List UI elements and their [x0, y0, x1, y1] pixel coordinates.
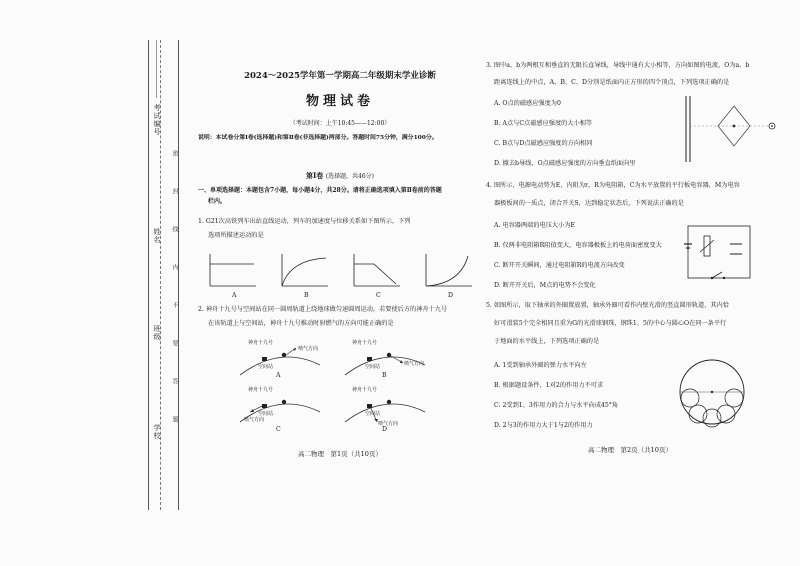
q2-gas-label-c: 喷气方向: [244, 417, 265, 423]
q1-option-c[interactable]: C: [376, 292, 381, 299]
q3-option-c[interactable]: C. B点与D点磁感应强度的方向相同: [494, 140, 593, 147]
q2-option-c[interactable]: C: [276, 426, 281, 433]
q5-bearing-diagram: [676, 358, 756, 438]
q4-option-c[interactable]: C. 断开开关瞬间，通过电阻箱R的电流方向改变: [494, 262, 625, 269]
q1-graph-d: [426, 254, 472, 286]
q3-stem-line1: 3. 图中a、b为两根互相垂直的无限长直导线，导线中通有大小相等，方向如图的电流，O为a、b: [486, 62, 750, 69]
q3-option-b[interactable]: B. A点与C点磁感应强度的大小相等: [494, 120, 593, 127]
footer-page-1: 高二物理 第1页（共10页）: [298, 450, 382, 458]
q2-gas-label-b: 喷气方向: [404, 361, 425, 367]
seal-char: 密: [171, 150, 178, 156]
seal-char: 内: [171, 264, 178, 270]
seal-char: 答: [171, 378, 178, 384]
q3-stem-line2: 距离连线上的中点，A、B、C、D分别是纸面内正方形的四个顶点，下列选项正确的是: [494, 79, 730, 86]
q2-gas-label-a: 喷气方向: [298, 346, 319, 352]
q1-option-a[interactable]: A: [232, 292, 237, 299]
q2-station-label-b: 空间站: [365, 364, 381, 370]
q2-craft-label-a: 神舟十九号: [248, 340, 274, 346]
q1-stem-line2: 选项所描述运动的是: [208, 232, 264, 239]
q4-option-a[interactable]: A. 电容器两端的电压大小为E: [494, 222, 575, 229]
q2-stem-line2: 在该轨道上与空间站，神舟十九号推动时射燃气的方向可能正确的是: [208, 320, 394, 327]
q2-stem-line1: 2. 神舟十九号与空间站在同一圆周轨道上绕地球做匀速圆周运动，若要使后方的神舟十九号: [198, 306, 448, 313]
q3-option-a[interactable]: A. O点的磁感应强度为0: [494, 100, 561, 107]
q2-craft-label-b: 神舟十九号: [352, 340, 378, 346]
exam-instructions: 说明：本试卷分第Ⅰ卷(选择题)和第Ⅱ卷(非选择题)两部分。答题时间75分钟，满分100分。: [198, 134, 438, 141]
q4-option-b[interactable]: B. 仅两非电阻箱R阻值变大，电容器极板上的电荷面密度变大: [494, 242, 662, 249]
q4-stem-line2: 器极板间的一质点，闭合开关S，达到稳定状态后，下列说法正确的是: [494, 200, 684, 207]
q1-graph-c: [354, 254, 400, 286]
q1-stem-line1: 1. G21次高铁列车出站直线运动，列车的加速度与位移关系如下图所示，下列: [198, 218, 411, 225]
part1-heading-note: (选择题，共46分): [325, 173, 375, 180]
q2-craft-label-c: 神舟十九号: [248, 387, 274, 393]
q5-stem-line2: 好可滑装5个完全相同且重为G的光滑球钢珠，钢珠1、5的中心与圆心O在同一条平行: [494, 320, 727, 327]
binding-line-outer: [148, 40, 149, 510]
q2-option-b[interactable]: B: [382, 372, 387, 379]
class-label: 班级: [153, 325, 161, 341]
q2-station-label-a: 空间站: [258, 364, 274, 370]
q1-graph-a: [210, 254, 256, 286]
q2-station-label-d: 空间站: [365, 411, 381, 417]
q1-option-d[interactable]: D: [448, 292, 453, 299]
seal-char: 题: [171, 416, 178, 422]
q3-option-d[interactable]: D. 撤去b导线，O点磁感应强度的方向垂直纸面向里: [494, 160, 636, 167]
part1-instruction-line2: 栏内。: [208, 198, 227, 205]
subject-title: 物理试卷: [305, 94, 374, 109]
q3-diagram: [680, 96, 780, 166]
q2-craft-label-d: 神舟十九号: [352, 387, 378, 393]
part1-heading-text: 第Ⅰ卷: [305, 171, 324, 180]
exam-time: （考试时间：上午10:45——12:00）: [289, 120, 391, 127]
q2-gas-label-d: 喷气方向: [378, 421, 399, 427]
seal-char: 要: [171, 340, 178, 346]
name-label: 姓名: [153, 228, 161, 244]
q5-option-a[interactable]: A. 1受到轴承外圈的弹力水平向左: [494, 362, 587, 369]
q4-circuit-diagram: [682, 218, 762, 288]
q4-option-d[interactable]: D. 断开开关后，M点的电势不会变化: [494, 282, 596, 289]
q2-station-label-c: 空间站: [258, 411, 274, 417]
q4-stem-line1: 4. 图所示，电源电动势为E，内阻为r，R为电阻箱，C为水平放置的平行板电容器，M为电容: [486, 182, 740, 189]
q5-option-b[interactable]: B. 根据题设条件，1对2的作用力不可求: [494, 382, 604, 389]
exam-number-blank: [156, 40, 157, 98]
q1-option-b[interactable]: B: [304, 292, 309, 299]
part1-instruction-line1: 一、单项选择题：本题包含7小题，每小题4分，共28分。请将正确选项填入第Ⅱ卷前的答题: [198, 187, 442, 194]
q1-graphs: [208, 250, 488, 300]
q2-option-a[interactable]: A: [276, 372, 281, 379]
seal-char: 封: [171, 188, 178, 194]
q5-option-d[interactable]: D. 2与3的作用力大于1与2的作用力: [494, 422, 593, 429]
school-label: 学校: [153, 424, 161, 440]
seal-char: 不: [171, 302, 178, 308]
q5-stem-line3: 于地面的水平线上，下列选项正确的是: [494, 338, 600, 345]
q5-stem-line1: 5. 如图所示，取下轴承的外圈置放置，轴承外圈可看作内壁光滑的竖直圆形轨道，其内恰: [486, 302, 729, 309]
exam-number-label: 考试编号: [153, 104, 161, 136]
part1-heading: [210, 172, 470, 181]
footer-page-2: 高二物理 第2页（共10页）: [588, 446, 672, 454]
seal-char: 线: [171, 226, 178, 232]
q2-option-d[interactable]: D: [382, 426, 387, 433]
q5-option-c[interactable]: C. 2受到1、3作用力的合力与水平向成45°角: [494, 402, 619, 409]
q1-graph-b: [282, 254, 328, 286]
exam-title: 2024～2025学年第一学期高二年级期末学业诊断: [244, 71, 436, 81]
binding-line-inner: [178, 40, 179, 510]
